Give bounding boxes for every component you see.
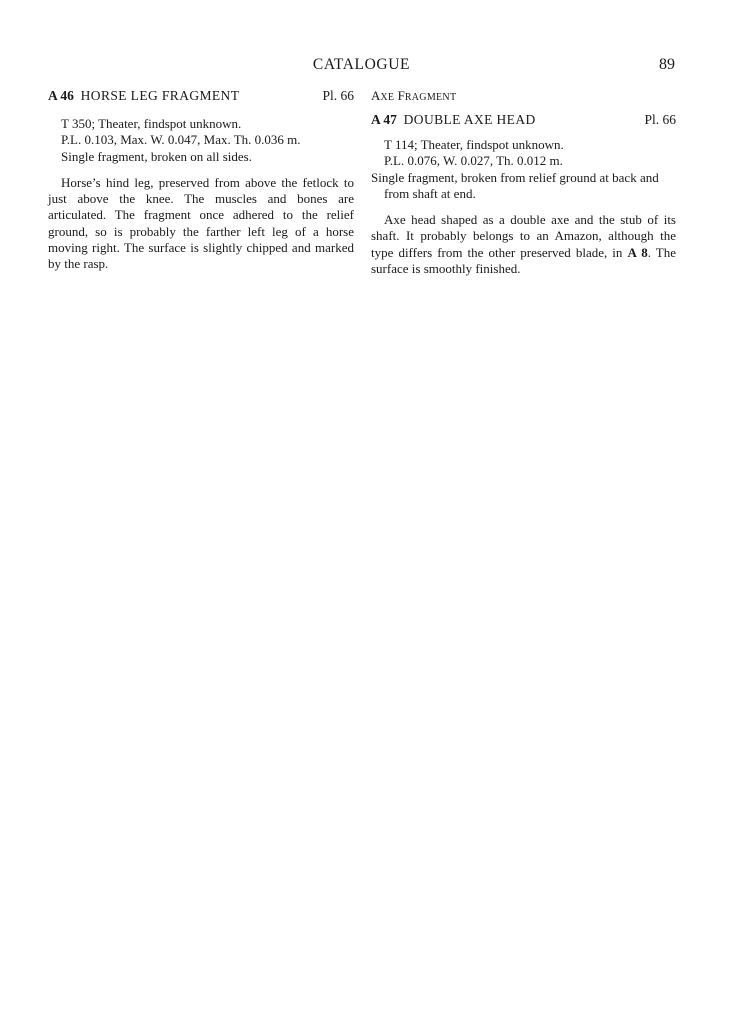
entry-metadata xyxy=(48,116,354,165)
plate-reference: Pl. 66 xyxy=(322,88,354,103)
entry-heading-a46 xyxy=(48,88,354,105)
section-title xyxy=(371,88,676,105)
inventory-line: T 350; Theater, findspot unknown. xyxy=(61,116,242,131)
section-title-smallcaps-1: XE xyxy=(380,92,395,103)
page-number: 89 xyxy=(659,56,675,73)
entry-description xyxy=(48,175,354,273)
page-header xyxy=(48,56,675,76)
running-head: CATALOGUE xyxy=(312,56,411,73)
right-column xyxy=(371,88,676,277)
cross-reference: A 8 xyxy=(627,244,648,260)
description-text: Axe head shaped as a double axe and the stub of its shaft. It probably belongs to an Amazon, although the type differs from the other preserved blade, in xyxy=(371,212,676,260)
section-title-smallcaps-2: RAGMENT xyxy=(404,92,457,103)
dimensions-line: P.L. 0.076, W. 0.027, Th. 0.012 m. xyxy=(384,153,563,169)
section-title-initial-2: F xyxy=(397,88,405,103)
entry-metadata xyxy=(371,137,676,202)
description-paragraph xyxy=(371,212,676,277)
entry-description xyxy=(371,212,676,277)
plate-reference: Pl. 66 xyxy=(644,112,676,127)
inventory-line: T 114; Theater, findspot unknown. xyxy=(384,137,564,152)
entry-number: A 47 xyxy=(371,112,397,127)
entry-title: DOUBLE AXE HEAD xyxy=(403,112,536,127)
description-paragraph: Horse’s hind leg, preserved from above the fetlock to just above the knee. The muscles and bones are articulated. The fragment once adhered to the relief ground, so is probably the farther left leg of a horse moving right. The surface is slightly chipped and marked by the rasp. xyxy=(48,174,354,272)
description-text-end: . The surface is smoothly finished. xyxy=(371,244,676,277)
condition-line: Single fragment, broken on all sides. xyxy=(61,148,252,164)
condition-line: Single fragment, broken from relief ground at back and from shaft at end. xyxy=(371,169,659,201)
entry-number: A 46 xyxy=(48,88,74,103)
left-column xyxy=(48,88,354,273)
entry-title: HORSE LEG FRAGMENT xyxy=(80,88,240,103)
entry-heading-a47 xyxy=(371,112,676,129)
dimensions-line: P.L. 0.103, Max. W. 0.047, Max. Th. 0.036 m. xyxy=(61,132,301,148)
section-title-initial-1: A xyxy=(371,88,381,103)
